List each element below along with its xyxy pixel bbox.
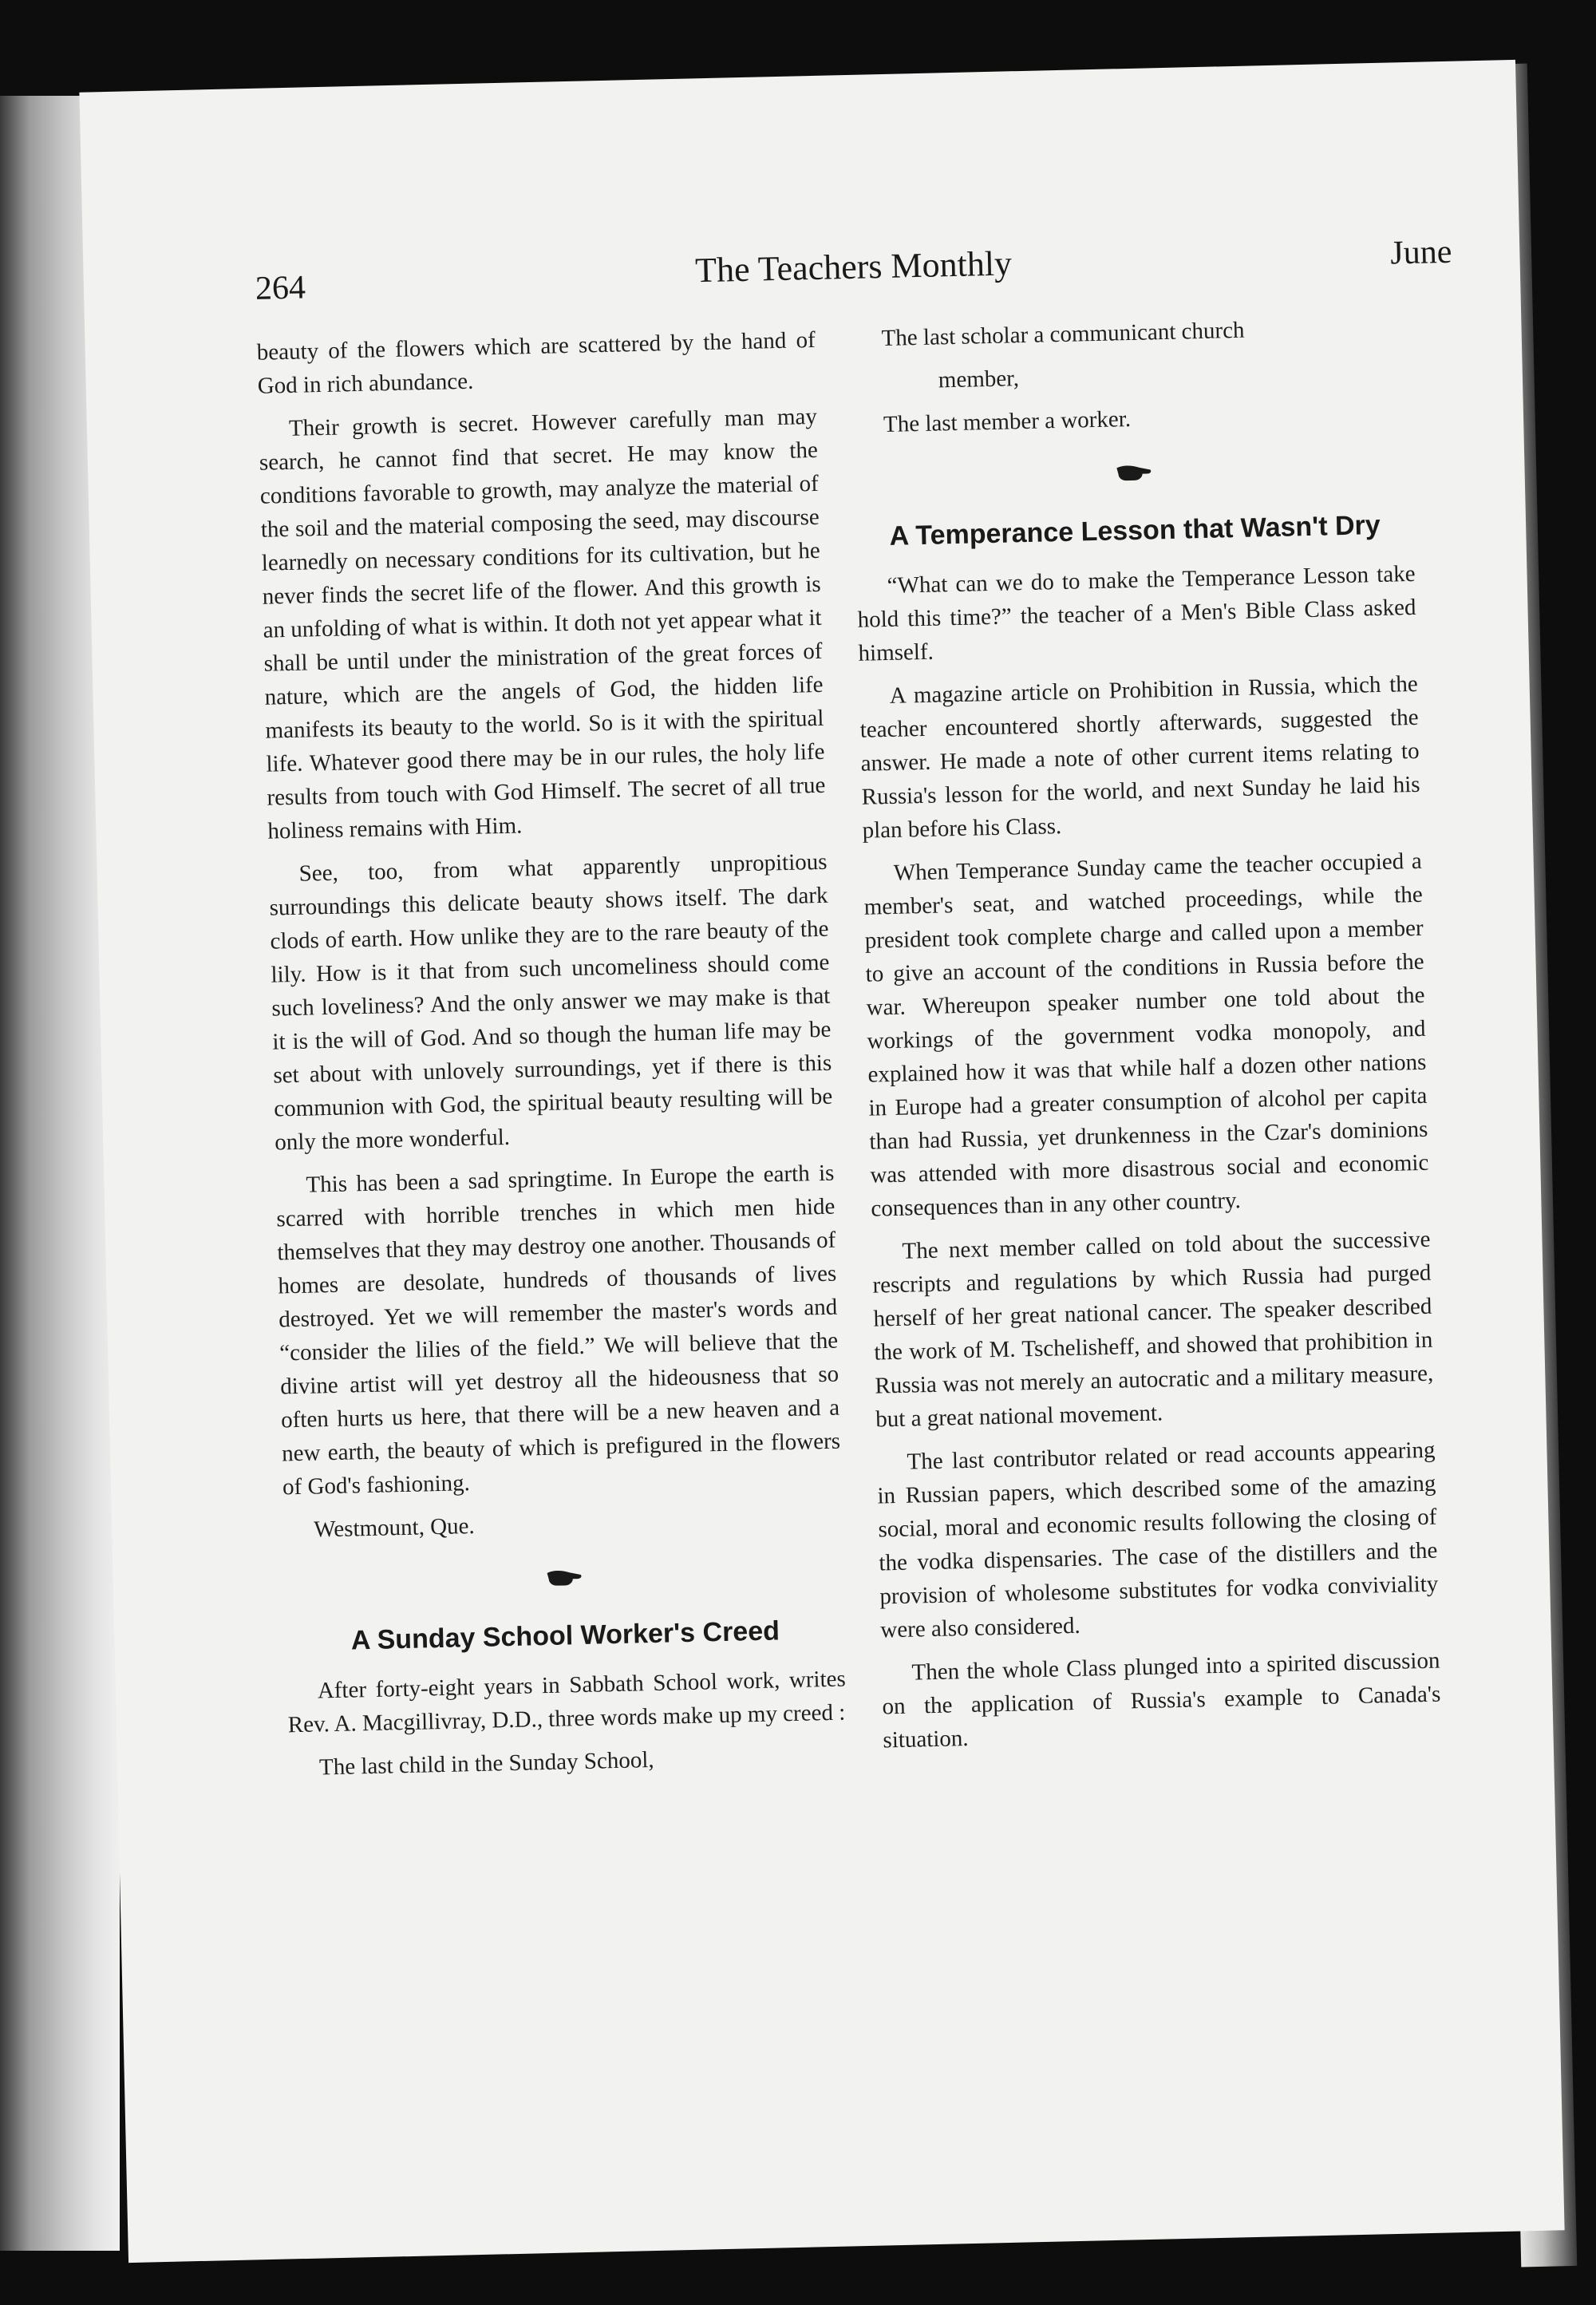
paragraph: A magazine article on Prohibition in Russia, which the teacher encountered shortly afterwards, suggested the answer. He made a note of other current items relating to Russia's lesson for the world, and next Sunday he laid his plan before his Class. <box>859 670 1420 844</box>
paragraph: The last contributor related or read accounts appearing in Russian papers, which described some of the amazing social, moral and economic results following the closing of the vodka dispensaries. The case of the distillers and the provision of wholesome substitutes for vodka conviviality were also considered. <box>877 1437 1439 1643</box>
paragraph: “What can we do to make the Temperance Lesson take hold this time?” the teacher of a Men's Bible Class asked himself. <box>857 560 1416 666</box>
creed-line-continuation: member, <box>938 366 1020 393</box>
paragraph: See, too, from what apparently unpropitious surroundings this delicate beauty shows itself. The dark clods of earth. How unlike they are to the rare beauty of the lily. How is it that from such uncomeliness should come such loveliness? And the only answer we may make is that it is the will of God. And so though the human life may be set about with unlovely surroundings, yet if there is this communion with God, the spiritual beauty resulting will be only the more wonderful. <box>269 848 833 1156</box>
creed-line: The last member a worker. <box>883 405 1132 438</box>
right-column <box>851 310 1442 1766</box>
hand-ornament-icon <box>854 453 1413 500</box>
temperance-title: A Temperance Lesson that Wasn't Dry <box>889 509 1381 552</box>
paragraph: This has been a sad springtime. In Europe the earth is scarred with horrible trenches in which men hide themselves that they may destroy one another. Thousands of homes are desolate, hundreds of thousands of lives destroyed. Yet we will remember the master's words and “consider the lilies of the field.” We will believe that the divine artist will yet destroy all the hideousness that so often hurts us here, that there will be a new heaven and a new earth, the beauty of which is prefigured in the flowers of God's fashioning. <box>276 1160 841 1500</box>
left-column <box>256 323 847 1794</box>
creed-line: The last scholar a communicant church <box>881 317 1245 352</box>
journal-title: The Teachers Monthly <box>694 243 1013 291</box>
signoff: Westmount, Que. <box>313 1512 476 1543</box>
creed-line: The last child in the Sunday School, <box>318 1746 654 1781</box>
running-header <box>255 233 1452 316</box>
paragraph: When Temperance Sunday came the teacher occupied a member's seat, and watched proceedings, while the president took complete charge and called upon a member to give an account of the conditions in Russia before the war. Whereupon speaker number one told about the workings of the government vodka monopoly, and explained how it was that while half a dozen other nations in Europe had a greater consumption of alcohol per capita than had Russia, yet drunkenness in the Czar's dominions was attended with more disastrous social and economic consequences than in any other country. <box>863 848 1429 1222</box>
paragraph: Their growth is secret. However carefully man may search, he cannot find that secret. He may know the conditions favorable to growth, may analyze the material of the soil and the material composing the seed, may discourse learnedly on necessary conditions for its cultivation, but he never finds the secret life of the flower. And this growth is an unfolding of what is within. It doth not yet appear what it shall be until under the ministration of the great forces of nature, which are the angels of God, the hidden life manifests its beauty to the world. So is it with the spiritual life. Whatever good there may be in our rules, the holy life results from touch with God Himself. The secret of all true holiness remains with Him. <box>259 403 826 844</box>
paragraph: After forty-eight years in Sabbath School work, writes Rev. A. Macgillivray, D.D., three words make up my creed : <box>287 1666 847 1738</box>
creed-title: A Sunday School Worker's Creed <box>350 1615 780 1656</box>
paragraph: beauty of the flowers which are scattered by the hand of God in rich abundance. <box>256 326 816 399</box>
book-page <box>79 60 1564 2263</box>
issue-month: June <box>1389 233 1452 272</box>
paragraph: The next member called on told about the successive rescripts and regulations by which Russia had purged herself of her great national cancer. The speaker described the work of M. Tschelisheff, and showed that prohibition in Russia was not merely an autocratic and a military measure, but a great national movement. <box>872 1226 1434 1433</box>
paragraph: Then the whole Class plunged into a spirited discussion on the application of Russia's example to Canada's situation. <box>882 1647 1441 1753</box>
hand-ornament-icon <box>284 1559 843 1605</box>
page-number: 264 <box>255 269 306 307</box>
